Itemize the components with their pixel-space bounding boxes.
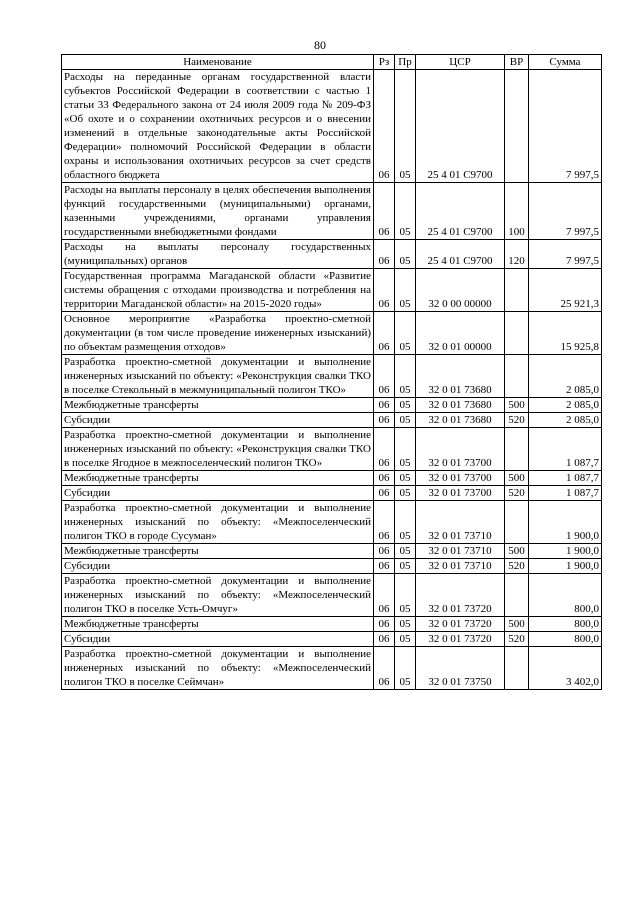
table-row [62,471,602,486]
cell-rz: 06 [374,269,395,312]
cell-pr: 05 [395,269,416,312]
cell-rz: 06 [374,312,395,355]
cell-sum: 7 997,5 [529,183,602,240]
cell-sum: 1 900,0 [529,544,602,559]
cell-pr: 05 [395,501,416,544]
cell-name: Расходы на выплаты персоналу государственных (муниципальных) органов [62,240,374,269]
cell-name: Расходы на выплаты персоналу в целях обеспечения выполнения функций государственными (муниципальными) органами, казенными учреждениями, органами управления государственными внебюджетными фондами [62,183,374,240]
cell-csr: 25 4 01 С9700 [416,240,505,269]
column-header-pr: Пр [395,55,416,70]
column-header-rz: Рз [374,55,395,70]
cell-csr: 32 0 01 73750 [416,647,505,690]
cell-name: Субсидии [62,413,374,428]
cell-rz: 06 [374,183,395,240]
cell-csr: 32 0 00 00000 [416,269,505,312]
page-number: 80 [314,38,326,52]
cell-sum: 7 997,5 [529,240,602,269]
cell-pr: 05 [395,428,416,471]
cell-csr: 32 0 01 73720 [416,617,505,632]
cell-pr: 05 [395,647,416,690]
table-body [62,70,602,690]
cell-rz: 06 [374,398,395,413]
cell-name: Основное мероприятие «Разработка проектно-сметной документации (в том числе проведение инженерных изысканий) по объектам размещения отходов» [62,312,374,355]
cell-pr: 05 [395,471,416,486]
table-row [62,398,602,413]
column-header-sum: Сумма [529,55,602,70]
table-row [62,574,602,617]
cell-pr: 05 [395,355,416,398]
table-row [62,632,602,647]
cell-sum: 1 900,0 [529,559,602,574]
cell-csr: 32 0 01 73680 [416,398,505,413]
cell-rz: 06 [374,413,395,428]
cell-rz: 06 [374,70,395,183]
cell-pr: 05 [395,183,416,240]
cell-sum: 800,0 [529,632,602,647]
cell-sum: 800,0 [529,574,602,617]
cell-vr [505,312,529,355]
cell-name: Межбюджетные трансферты [62,398,374,413]
cell-csr: 25 4 01 С9700 [416,70,505,183]
cell-pr: 05 [395,240,416,269]
cell-name: Межбюджетные трансферты [62,544,374,559]
cell-pr: 05 [395,486,416,501]
cell-name: Субсидии [62,486,374,501]
cell-name: Субсидии [62,632,374,647]
cell-pr: 05 [395,312,416,355]
cell-rz: 06 [374,355,395,398]
table-row [62,240,602,269]
table-row [62,413,602,428]
table-header-row [62,55,602,70]
cell-name: Субсидии [62,559,374,574]
cell-vr: 500 [505,471,529,486]
cell-rz: 06 [374,574,395,617]
cell-sum: 1 087,7 [529,486,602,501]
cell-name: Расходы на переданные органам государственной власти субъектов Российской Федерации в соответствии с частью 1 статьи 33 Федерального закона от 24 июля 2009 года № 209-ФЗ «Об охоте и о сохранении охотничьих ресурсов и о внесении изменений в отдельные законодательные акты Российской Федерации» полномочий Российской Федерации в области охраны и использования охотничьих ресурсов за счет средств областного бюджета [62,70,374,183]
cell-pr: 05 [395,544,416,559]
cell-vr [505,269,529,312]
cell-name: Межбюджетные трансферты [62,617,374,632]
table-row [62,544,602,559]
cell-vr [505,501,529,544]
column-header-vr: ВР [505,55,529,70]
cell-sum: 800,0 [529,617,602,632]
cell-pr: 05 [395,617,416,632]
cell-rz: 06 [374,647,395,690]
cell-name: Государственная программа Магаданской области «Развитие системы обращения с отходами производства и потребления на территории Магаданской области» на 2015-2020 годы» [62,269,374,312]
cell-rz: 06 [374,501,395,544]
table-row [62,183,602,240]
cell-vr: 500 [505,398,529,413]
cell-rz: 06 [374,544,395,559]
cell-pr: 05 [395,398,416,413]
budget-table [61,54,602,690]
cell-rz: 06 [374,240,395,269]
cell-pr: 05 [395,574,416,617]
cell-sum: 2 085,0 [529,355,602,398]
cell-rz: 06 [374,428,395,471]
table-row [62,501,602,544]
cell-sum: 1 087,7 [529,428,602,471]
cell-vr: 520 [505,413,529,428]
cell-sum: 2 085,0 [529,398,602,413]
cell-name: Разработка проектно-сметной документации и выполнение инженерных изысканий по объекту: «Межпоселенческий полигон ТКО в поселке Усть-Омчуг» [62,574,374,617]
table-row [62,428,602,471]
cell-csr: 25 4 01 С9700 [416,183,505,240]
cell-pr: 05 [395,559,416,574]
table-row [62,559,602,574]
table-row [62,70,602,183]
cell-name: Разработка проектно-сметной документации и выполнение инженерных изысканий по объекту: «Реконструкция свалки ТКО в поселке Ягодное в межпоселенческий полигон ТКО» [62,428,374,471]
column-header-name: Наименование [62,55,374,70]
cell-rz: 06 [374,559,395,574]
cell-csr: 32 0 01 73700 [416,471,505,486]
cell-vr: 520 [505,486,529,501]
cell-name: Разработка проектно-сметной документации и выполнение инженерных изысканий по объекту: «Межпоселенческий полигон ТКО в городе Сусуман» [62,501,374,544]
cell-csr: 32 0 01 73680 [416,413,505,428]
cell-vr [505,70,529,183]
cell-pr: 05 [395,70,416,183]
cell-sum: 1 900,0 [529,501,602,544]
table-row [62,355,602,398]
cell-sum: 25 921,3 [529,269,602,312]
cell-vr: 500 [505,544,529,559]
cell-vr [505,355,529,398]
cell-vr [505,574,529,617]
cell-vr [505,428,529,471]
cell-vr: 500 [505,617,529,632]
cell-csr: 32 0 01 73720 [416,632,505,647]
cell-vr [505,647,529,690]
cell-csr: 32 0 01 73710 [416,501,505,544]
table-row [62,647,602,690]
cell-name: Разработка проектно-сметной документации и выполнение инженерных изысканий по объекту: «Межпоселенческий полигон ТКО в поселке Сеймчан» [62,647,374,690]
cell-name: Разработка проектно-сметной документации и выполнение инженерных изысканий по объекту: «Реконструкция свалки ТКО в поселке Стекольный в межмуниципальный полигон ТКО» [62,355,374,398]
table-row [62,617,602,632]
table-row [62,486,602,501]
cell-rz: 06 [374,617,395,632]
cell-csr: 32 0 01 73710 [416,544,505,559]
cell-csr: 32 0 01 73720 [416,574,505,617]
cell-vr: 520 [505,632,529,647]
cell-sum: 1 087,7 [529,471,602,486]
cell-rz: 06 [374,471,395,486]
cell-vr: 520 [505,559,529,574]
cell-vr: 120 [505,240,529,269]
cell-pr: 05 [395,632,416,647]
cell-csr: 32 0 01 73700 [416,428,505,471]
cell-csr: 32 0 01 00000 [416,312,505,355]
cell-csr: 32 0 01 73700 [416,486,505,501]
cell-csr: 32 0 01 73710 [416,559,505,574]
cell-sum: 7 997,5 [529,70,602,183]
column-header-csr: ЦСР [416,55,505,70]
cell-sum: 3 402,0 [529,647,602,690]
cell-name: Межбюджетные трансферты [62,471,374,486]
cell-sum: 2 085,0 [529,413,602,428]
cell-rz: 06 [374,486,395,501]
cell-vr: 100 [505,183,529,240]
cell-pr: 05 [395,413,416,428]
cell-csr: 32 0 01 73680 [416,355,505,398]
table-row [62,312,602,355]
table-row [62,269,602,312]
cell-sum: 15 925,8 [529,312,602,355]
cell-rz: 06 [374,632,395,647]
